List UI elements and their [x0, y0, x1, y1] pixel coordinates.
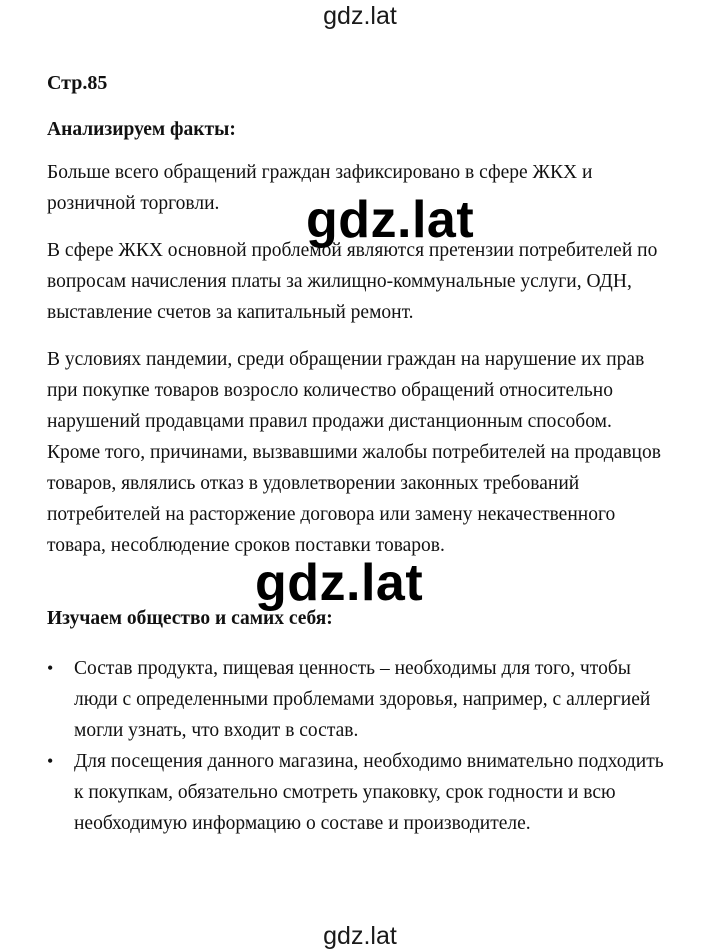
watermark-top: gdz.lat [323, 2, 397, 30]
section-heading-society: Изучаем общество и самих себя: [47, 608, 333, 629]
bullet-marker: • [47, 751, 54, 771]
bullet-marker: • [47, 658, 54, 678]
watermark-overlay: gdz.lat [255, 554, 424, 612]
list-item [47, 653, 674, 746]
watermark-overlay: gdz.lat [306, 191, 475, 249]
paragraph: В сфере ЖКХ основной проблемой являются претензии потребителей по вопросам начисления платы за жилищно-коммунальные услуги, ОДН, выставление счетов за капитальный ремонт. [47, 240, 658, 323]
list-item-text: Состав продукта, пищевая ценность – необходимы для того, чтобы люди с определенными проблемами здоровья, например, с аллергией могли узнать, что входит в состав. [74, 658, 651, 741]
paragraph: Больше всего обращений граждан зафиксировано в сфере ЖКХ и розничной торговли. [47, 162, 593, 214]
page-number: Стр.85 [47, 72, 108, 94]
section-heading-facts: Анализируем факты: [47, 119, 236, 140]
bullet-list [47, 653, 687, 839]
watermark-bottom: gdz.lat [323, 922, 397, 950]
list-item [47, 746, 674, 839]
list-item-text: Для посещения данного магазина, необходимо внимательно подходить к покупкам, обязательно смотреть упаковку, срок годности и всю необходимую информацию о составе и производителе. [74, 751, 664, 834]
paragraph: В условиях пандемии, среди обращении граждан на нарушение их прав при покупке товаров возросло количество обращений относительно нарушений продавцами правил продажи дистанционным способом. Кроме того, причинами, вызвавшими жалобы потребителей на продавцов товаров, являлись отказ в удовлетворении законных требований потребителей на расторжение договора или замену некачественного товара, несоблюдение сроков поставки товаров. [47, 349, 661, 556]
